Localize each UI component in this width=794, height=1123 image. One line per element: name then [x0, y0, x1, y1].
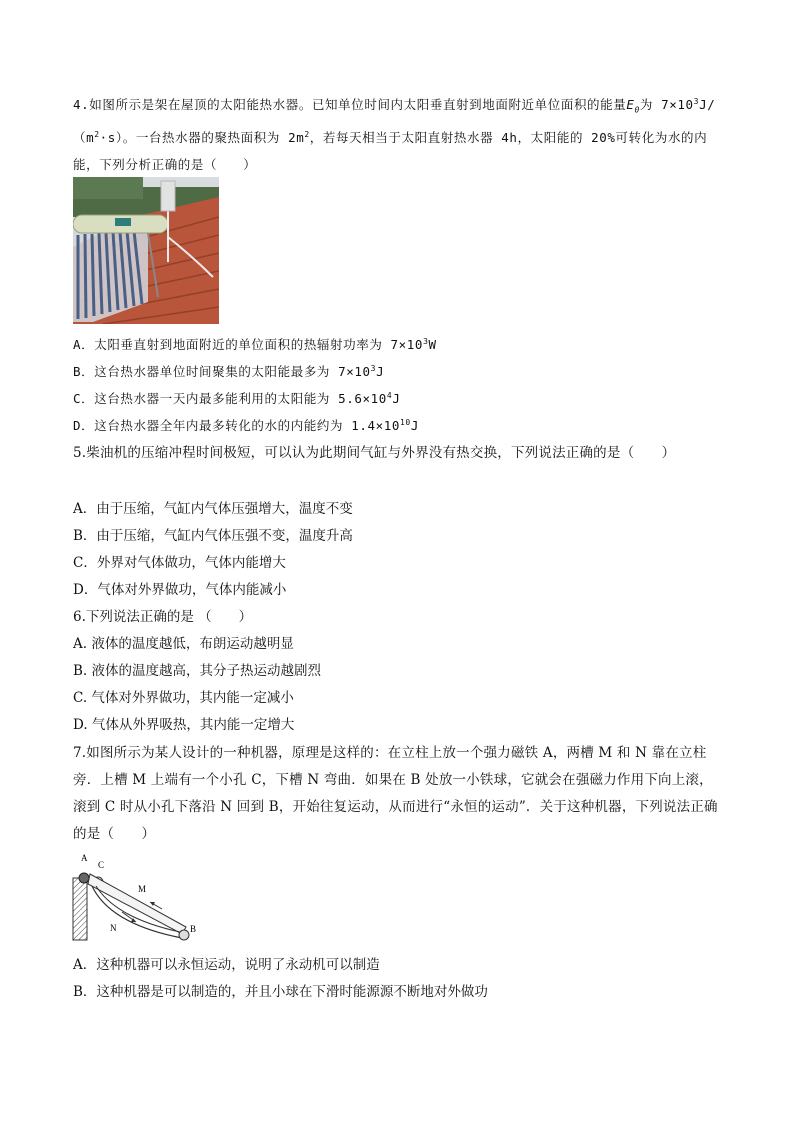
- e0-symbol: $E_0$: [626, 97, 640, 115]
- q5-option-d: D．气体对外界做功，气体内能减小: [73, 582, 287, 598]
- q4-option-a: A．太阳垂直射到地面附近的单位面积的热辐射功率为 $7\times 10^3W$: [73, 336, 437, 352]
- q7-option-b: B．这种机器是可以制造的，并且小球在下滑时能源源不断地对外做功: [73, 984, 488, 1000]
- q4-option-d: D．这台热水器全年内最多转化的水的内能约为 $1.4\times 10^{10}J$: [73, 417, 419, 433]
- question-5-stem: 5.柴油机的压缩冲程时间极短，可以认为此期间气缸与外界没有热交换，下列说法正确的是（ ）: [73, 445, 676, 461]
- q6-option-c: C. 气体对外界做功，其内能一定减小: [73, 690, 294, 706]
- question-4-stem: 4.如图所示是架在屋顶的太阳能热水器。已知单位时间内太阳垂直射到地面附近单位面积的能量$E_0$为 $7\times 10^3J/(m^2\cdot s)$。一台热水器的聚热面积为 $2m^2$，若每天相当于太阳直射热水器 4h，太阳能的 20%可转化为水的内能，下列分析正确的是（ ）: [73, 96, 716, 172]
- q7-option-a: A．这种机器可以永恒运动，说明了永动机可以制造: [73, 957, 380, 973]
- label-b: B: [190, 924, 197, 934]
- q4-option-b: B．这台热水器单位时间聚集的太阳能最多为 $7\times 10^3J$: [73, 363, 385, 379]
- q5-option-b: B．由于压缩，气缸内气体压强不变，温度升高: [73, 528, 353, 544]
- label-n: N: [110, 923, 117, 933]
- perpetual-machine-diagram: [70, 852, 210, 944]
- label-a: A: [81, 853, 88, 863]
- q5-option-a: A．由于压缩，气缸内气体压强增大，温度不变: [73, 501, 353, 517]
- ball-b: [179, 930, 189, 940]
- label-c: C: [98, 860, 105, 870]
- q6-option-a: A. 液体的温度越低，布朗运动越明显: [73, 636, 294, 652]
- q5-option-c: C．外界对气体做功，气体内能增大: [73, 555, 286, 571]
- question-7-stem: 7.如图所示为某人设计的一种机器，原理是这样的：在立柱上放一个强力磁铁 A，两槽 M 和 N 靠在立柱旁．上槽 M 上端有一个小孔 C，下槽 N 弯曲．如果在 B 处放一小铁球，它就会在强磁力作用下向上滚，滚到 C 时从小孔下落沿 N 回到 B，开始往复运动，从而进行“永恒的运动”．关于这种机器，下列说法正确的是（ ）: [73, 745, 718, 842]
- label-m: M: [138, 884, 147, 894]
- solar-water-heater-photo: [73, 177, 219, 324]
- question-6-stem: 6.下列说法正确的是 （ ）: [73, 609, 253, 625]
- pillar: [73, 878, 87, 940]
- magnet-a: [79, 873, 89, 883]
- q4-option-c: C．这台热水器一天内最多能利用的太阳能为 $5.6\times 10^4J$: [73, 390, 401, 406]
- q6-option-b: B. 液体的温度越高，其分子热运动越剧烈: [73, 663, 322, 679]
- q6-option-d: D. 气体从外界吸热，其内能一定增大: [73, 717, 295, 733]
